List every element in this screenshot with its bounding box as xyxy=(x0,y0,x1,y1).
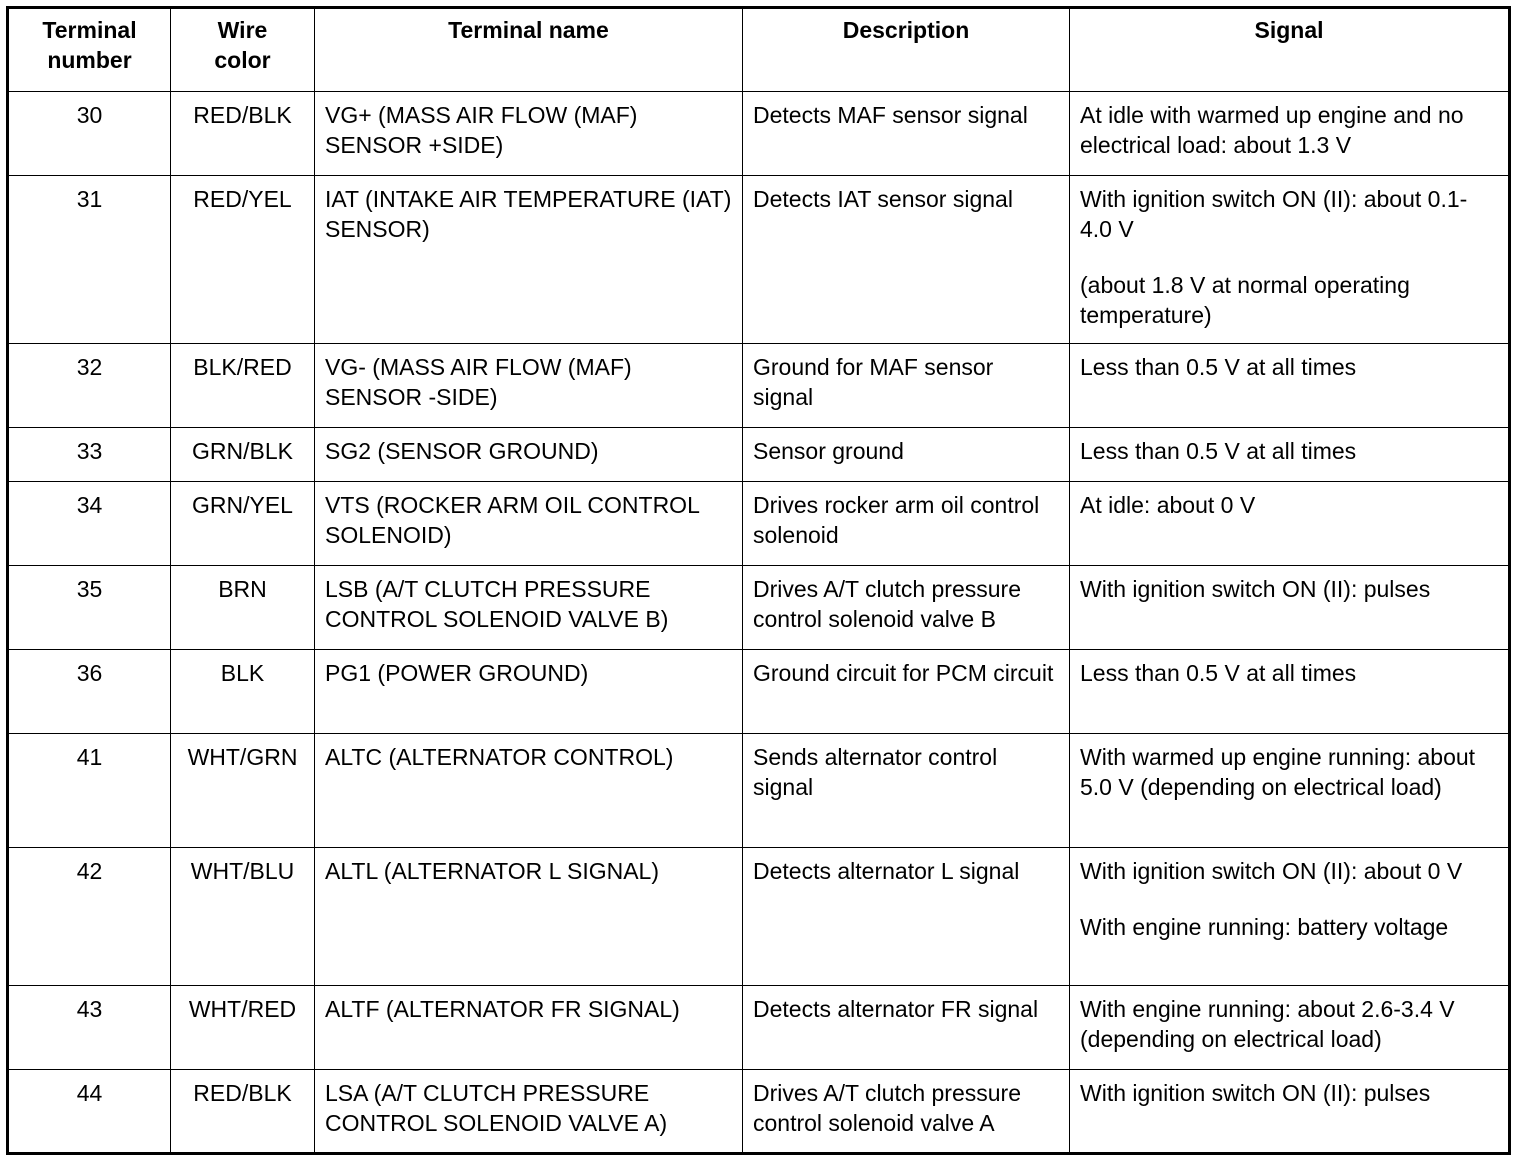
description-cell: Drives rocker arm oil control solenoid xyxy=(743,482,1070,566)
signal-cell xyxy=(1070,650,1510,734)
wire-color-cell: BLK/RED xyxy=(171,344,315,428)
wire-color-cell: WHT/GRN xyxy=(171,734,315,848)
wire-color-cell: WHT/BLU xyxy=(171,848,315,986)
description-cell: Ground circuit for PCM circuit xyxy=(743,650,1070,734)
terminal-number-cell: 30 xyxy=(8,92,171,176)
terminal-number-cell: 34 xyxy=(8,482,171,566)
signal-paragraph: With warmed up engine running: about 5.0 V (depending on electrical load) xyxy=(1080,744,1476,800)
terminal-name-cell: LSB (A/T CLUTCH PRESSURE CONTROL SOLENOID VALVE B) xyxy=(315,566,743,650)
terminal-name-cell: ALTL (ALTERNATOR L SIGNAL) xyxy=(315,848,743,986)
wire-color-cell: RED/BLK xyxy=(171,92,315,176)
terminal-name-cell: VTS (ROCKER ARM OIL CONTROL SOLENOID) xyxy=(315,482,743,566)
header-description: Description xyxy=(743,8,1070,92)
signal-cell xyxy=(1070,344,1510,428)
wire-color-cell: GRN/BLK xyxy=(171,428,315,482)
table-row xyxy=(8,1070,1510,1154)
signal-cell xyxy=(1070,482,1510,566)
table-row xyxy=(8,566,1510,650)
description-cell: Sends alternator control signal xyxy=(743,734,1070,848)
wire-color-cell: GRN/YEL xyxy=(171,482,315,566)
wire-color-cell: WHT/RED xyxy=(171,986,315,1070)
terminal-number-cell: 35 xyxy=(8,566,171,650)
signal-paragraph: With ignition switch ON (II): pulses xyxy=(1080,1080,1431,1106)
header-wire-color: Wire color xyxy=(171,8,315,92)
signal-paragraph: With ignition switch ON (II): about 0 V xyxy=(1080,858,1463,884)
description-cell: Detects alternator FR signal xyxy=(743,986,1070,1070)
signal-paragraph: Less than 0.5 V at all times xyxy=(1080,660,1357,686)
signal-paragraph: With ignition switch ON (II): about 0.1-4.0 V xyxy=(1080,186,1468,242)
description-cell: Sensor ground xyxy=(743,428,1070,482)
table-row xyxy=(8,734,1510,848)
description-cell: Detects MAF sensor signal xyxy=(743,92,1070,176)
signal-cell xyxy=(1070,734,1510,848)
terminal-name-cell: IAT (INTAKE AIR TEMPERATURE (IAT) SENSOR) xyxy=(315,176,743,344)
terminal-name-cell: PG1 (POWER GROUND) xyxy=(315,650,743,734)
signal-cell xyxy=(1070,848,1510,986)
description-cell: Drives A/T clutch pressure control solenoid valve B xyxy=(743,566,1070,650)
terminal-number-cell: 36 xyxy=(8,650,171,734)
terminal-number-cell: 42 xyxy=(8,848,171,986)
terminal-name-cell: SG2 (SENSOR GROUND) xyxy=(315,428,743,482)
signal-paragraph: Less than 0.5 V at all times xyxy=(1080,438,1357,464)
signal-paragraph: With engine running: about 2.6-3.4 V (depending on electrical load) xyxy=(1080,996,1455,1052)
signal-cell xyxy=(1070,1070,1510,1154)
terminal-table xyxy=(6,6,1511,1155)
table-row xyxy=(8,848,1510,986)
terminal-number-cell: 44 xyxy=(8,1070,171,1154)
signal-paragraph: At idle with warmed up engine and no electrical load: about 1.3 V xyxy=(1080,102,1464,158)
wire-color-cell: RED/BLK xyxy=(171,1070,315,1154)
table-row xyxy=(8,986,1510,1070)
table-body xyxy=(8,92,1510,1154)
signal-paragraph: (about 1.8 V at normal operating temperature) xyxy=(1080,272,1410,328)
wire-color-cell: RED/YEL xyxy=(171,176,315,344)
terminal-name-cell: VG+ (MASS AIR FLOW (MAF) SENSOR +SIDE) xyxy=(315,92,743,176)
table-row xyxy=(8,428,1510,482)
header-terminal-number: Terminal number xyxy=(8,8,171,92)
wire-color-cell: BRN xyxy=(171,566,315,650)
table-row xyxy=(8,650,1510,734)
signal-paragraph: With ignition switch ON (II): pulses xyxy=(1080,576,1431,602)
table-row xyxy=(8,92,1510,176)
header-row xyxy=(8,8,1510,92)
signal-paragraph: Less than 0.5 V at all times xyxy=(1080,354,1357,380)
signal-cell xyxy=(1070,92,1510,176)
signal-cell xyxy=(1070,176,1510,344)
table-row xyxy=(8,176,1510,344)
table-row xyxy=(8,482,1510,566)
terminal-number-cell: 41 xyxy=(8,734,171,848)
terminal-name-cell: VG- (MASS AIR FLOW (MAF) SENSOR -SIDE) xyxy=(315,344,743,428)
header-signal: Signal xyxy=(1070,8,1510,92)
signal-paragraph: At idle: about 0 V xyxy=(1080,492,1256,518)
terminal-number-cell: 31 xyxy=(8,176,171,344)
terminal-name-cell: LSA (A/T CLUTCH PRESSURE CONTROL SOLENOID VALVE A) xyxy=(315,1070,743,1154)
table-row xyxy=(8,344,1510,428)
header-terminal-name: Terminal name xyxy=(315,8,743,92)
terminal-name-cell: ALTC (ALTERNATOR CONTROL) xyxy=(315,734,743,848)
terminal-number-cell: 32 xyxy=(8,344,171,428)
description-cell: Drives A/T clutch pressure control solenoid valve A xyxy=(743,1070,1070,1154)
terminal-number-cell: 33 xyxy=(8,428,171,482)
signal-paragraph: With engine running: battery voltage xyxy=(1080,914,1449,940)
description-cell: Detects alternator L signal xyxy=(743,848,1070,986)
signal-cell xyxy=(1070,986,1510,1070)
terminal-number-cell: 43 xyxy=(8,986,171,1070)
signal-cell xyxy=(1070,428,1510,482)
terminal-name-cell: ALTF (ALTERNATOR FR SIGNAL) xyxy=(315,986,743,1070)
description-cell: Ground for MAF sensor signal xyxy=(743,344,1070,428)
signal-cell xyxy=(1070,566,1510,650)
description-cell: Detects IAT sensor signal xyxy=(743,176,1070,344)
wire-color-cell: BLK xyxy=(171,650,315,734)
